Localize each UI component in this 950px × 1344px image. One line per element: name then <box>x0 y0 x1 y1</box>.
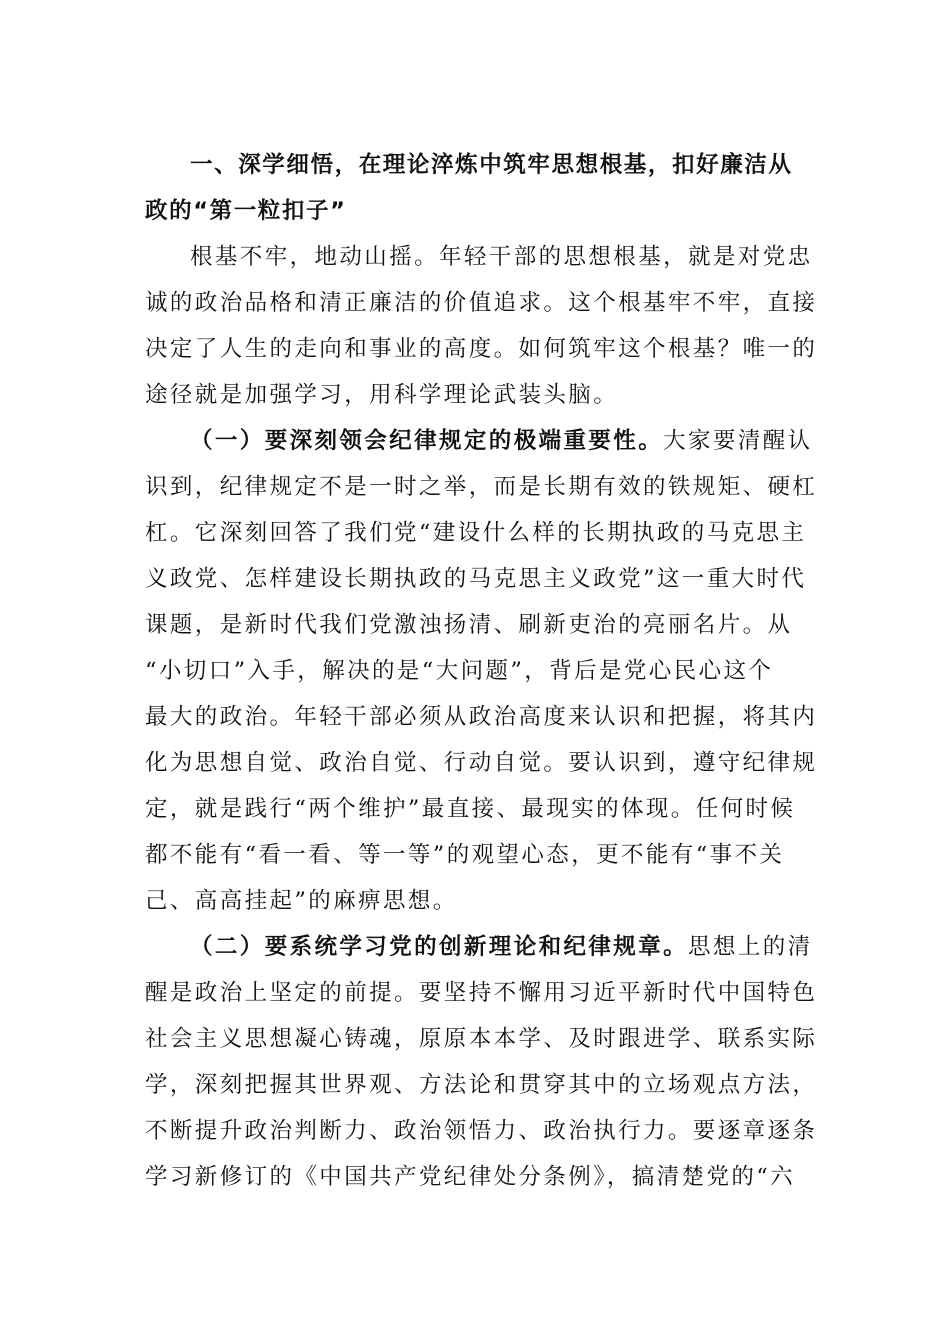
paragraph-text: 思想上的清 <box>688 934 813 960</box>
paragraph-line: 化为思想自觉、政治自觉、行动自觉。要认识到，遵守纪律规 <box>145 750 818 776</box>
paragraph-foundation <box>145 234 825 418</box>
paragraph-line: 最大的政治。年轻干部必须从政治高度来认识和把握，将其内 <box>145 704 818 730</box>
subheading-lead: （一）要深刻领会纪律规定的极端重要性。 <box>190 428 664 454</box>
paragraph-line: 己、高高挂起”的麻痹思想。 <box>145 888 458 914</box>
paragraph-line: 都不能有“看一看、等一等”的观望心态，更不能有“事不关 <box>145 842 785 868</box>
paragraph-line: 学，深刻把握其世界观、方法论和贯穿其中的立场观点方法， <box>145 1072 818 1098</box>
paragraph-line: 学习新修订的《中国共产党纪律处分条例》，搞清楚党的“六 <box>145 1164 796 1190</box>
paragraph-line: 决定了人生的走向和事业的高度。如何筑牢这个根基？唯一的 <box>145 336 818 362</box>
paragraph-line: 定，就是践行“两个维护”最直接、最现实的体现。任何时候 <box>145 796 796 822</box>
document-body <box>145 142 825 1200</box>
paragraph-line <box>145 924 825 970</box>
paragraph-line: “小切口”入手，解决的是“大问题”，背后是党心民心这个 <box>145 658 774 684</box>
paragraph-line: 诚的政治品格和清正廉洁的价值追求。这个根基牢不牢，直接 <box>145 290 818 316</box>
paragraph-line <box>145 418 825 464</box>
paragraph-text: 大家要清醒认 <box>663 428 813 454</box>
paragraph-line: 醒是政治上坚定的前提。要坚持不懈用习近平新时代中国特色 <box>145 980 818 1006</box>
paragraph-line: 根基不牢，地动山摇。年轻干部的思想根基，就是对党忠 <box>190 244 813 270</box>
paragraph-systematic-study <box>145 924 825 1200</box>
paragraph-line: 途径就是加强学习，用科学理论武装头脑。 <box>145 382 619 408</box>
paragraph-line: 杠。它深刻回答了我们党“建设什么样的长期执政的马克思主 <box>145 520 807 546</box>
paragraph-line: 识到，纪律规定不是一时之举，而是长期有效的铁规矩、硬杠 <box>145 474 818 500</box>
paragraph-discipline-importance <box>145 418 825 924</box>
paragraph-line: 课题，是新时代我们党激浊扬清、刷新吏治的亮丽名片。从 <box>145 612 793 638</box>
section-heading-line: 一、深学细悟，在理论淬炼中筑牢思想根基，扣好廉洁从 <box>190 152 793 178</box>
paragraph-line: 不断提升政治判断力、政治领悟力、政治执行力。要逐章逐条 <box>145 1118 818 1144</box>
subheading-lead: （二）要系统学习党的创新理论和纪律规章。 <box>190 934 689 960</box>
section-heading <box>145 142 825 234</box>
section-heading-line: 政的“第一粒扣子” <box>145 198 347 224</box>
paragraph-line: 社会主义思想凝心铸魂，原原本本学、及时跟进学、联系实际 <box>145 1026 818 1052</box>
paragraph-line: 义政党、怎样建设长期执政的马克思主义政党”这一重大时代 <box>145 566 807 592</box>
